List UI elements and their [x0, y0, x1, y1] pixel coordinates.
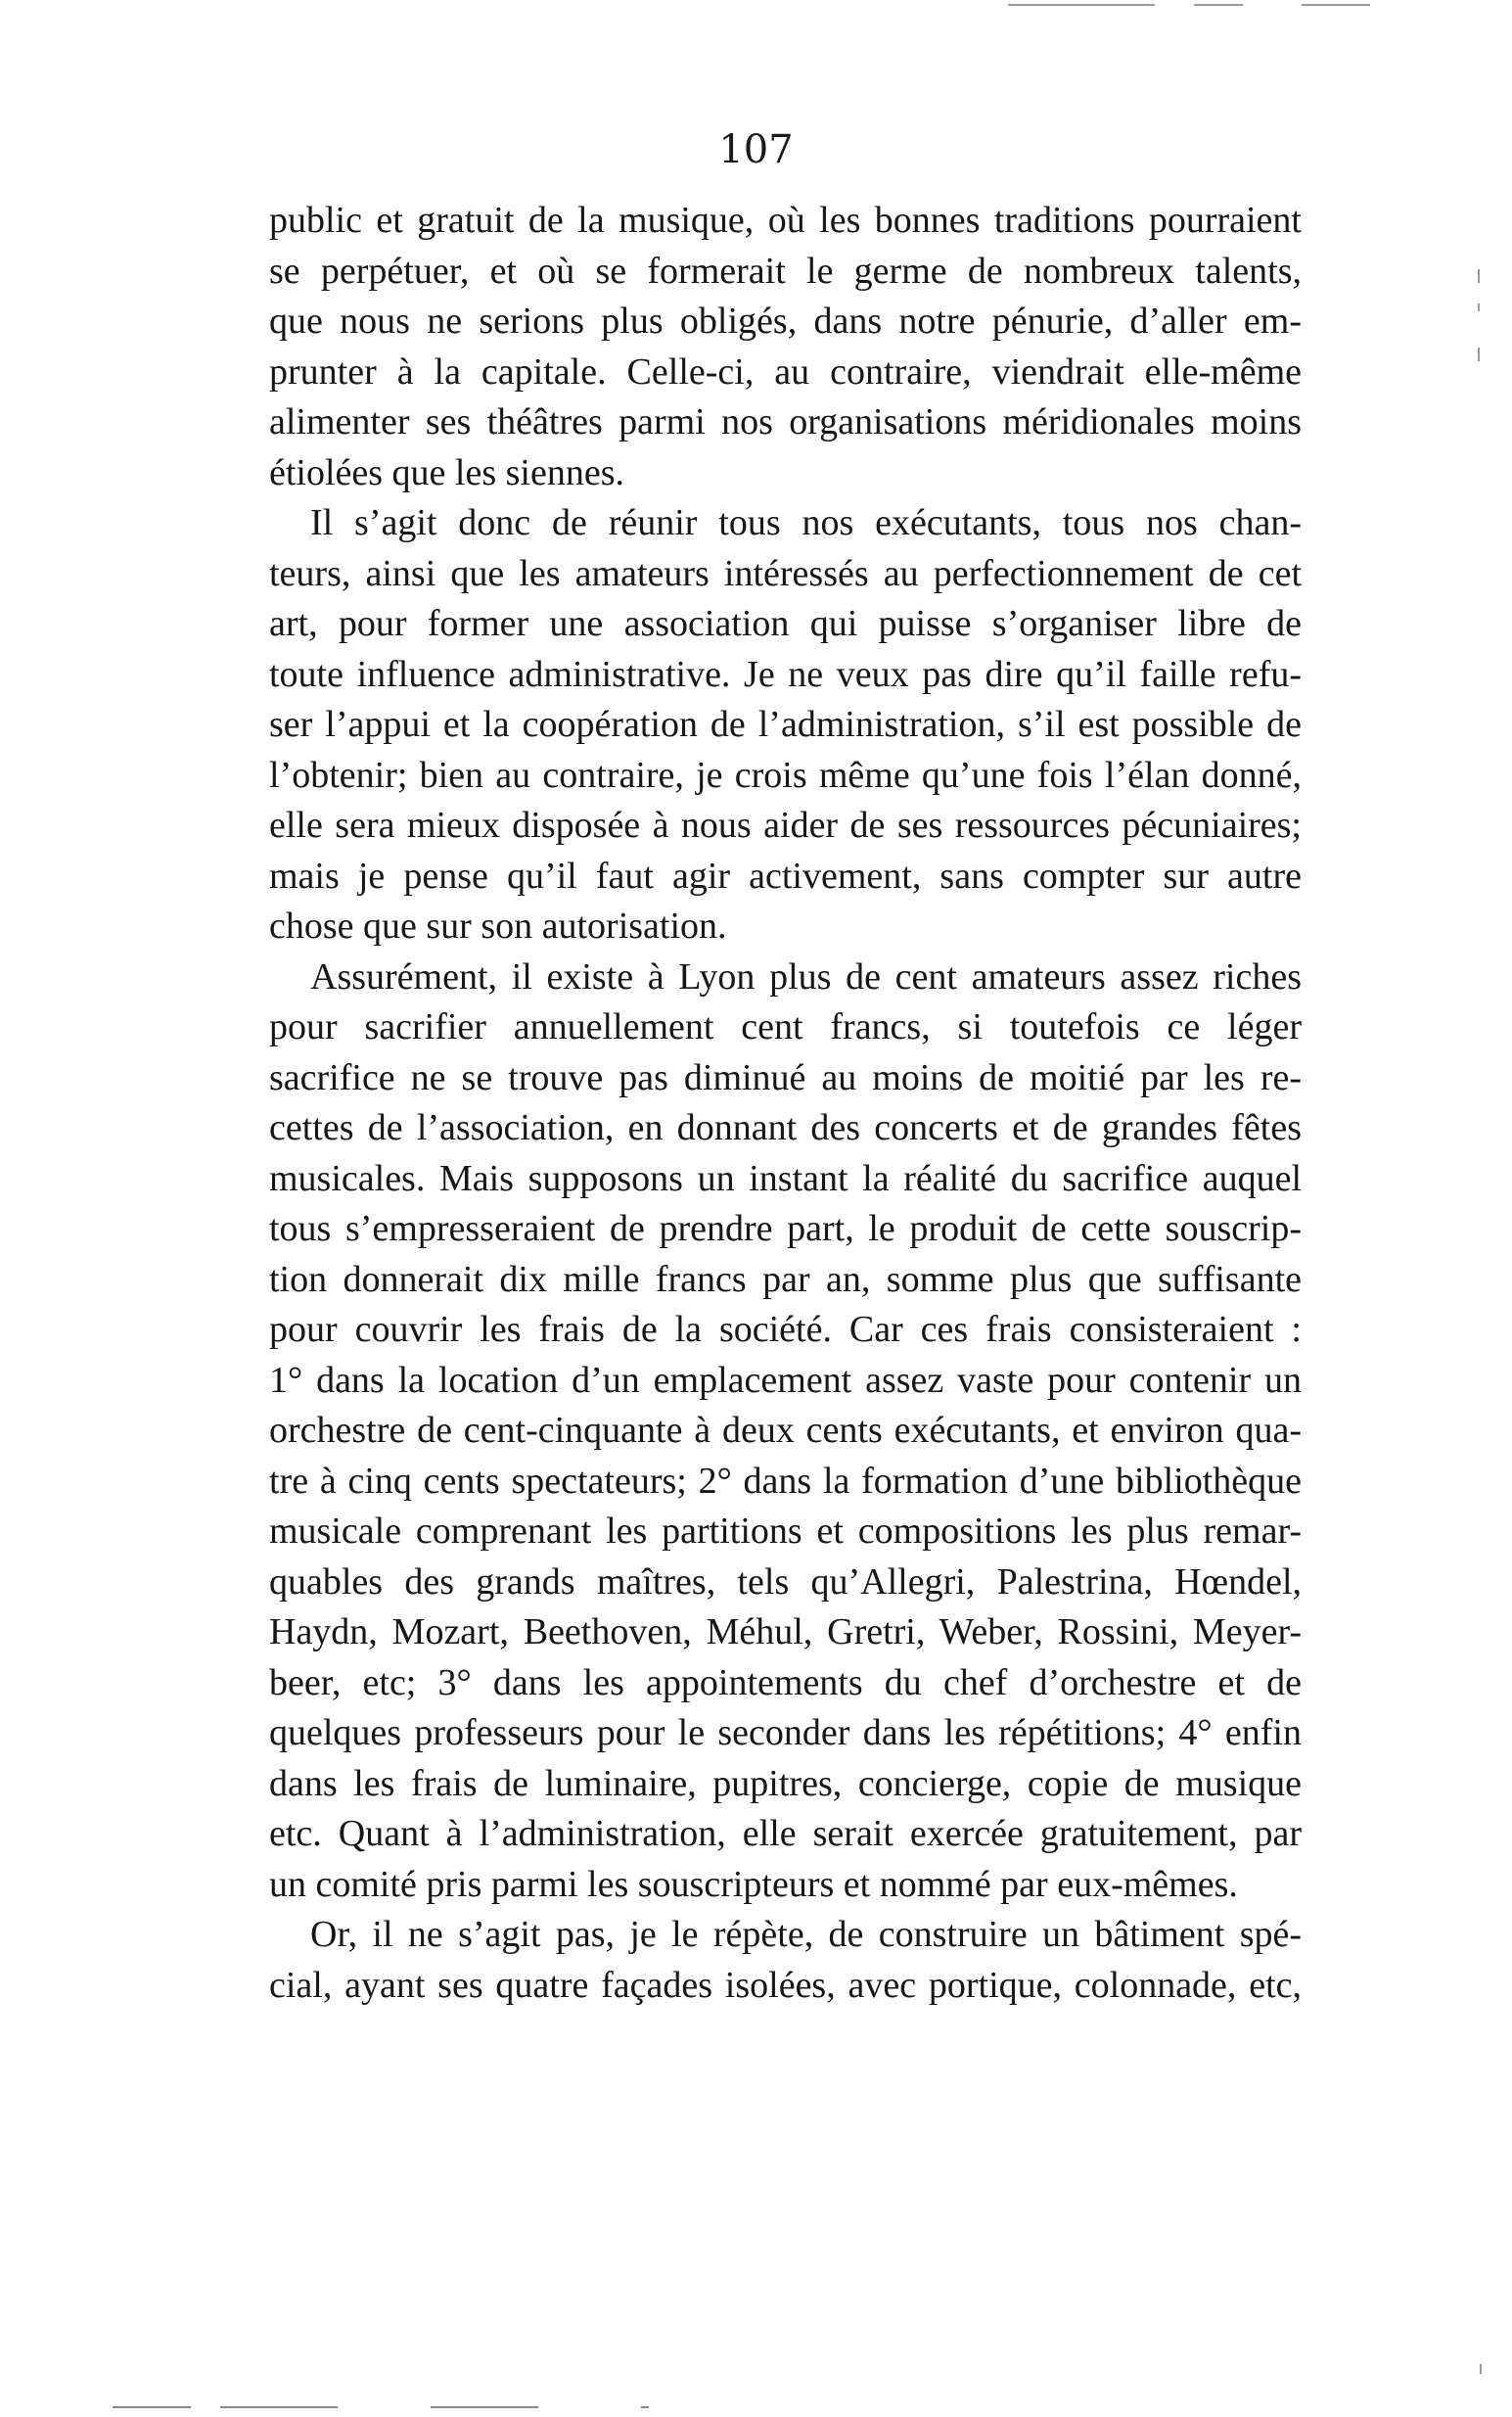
scan-edge-mark-4: [1480, 2364, 1482, 2374]
text-line: Assurément, il existe à Lyon plus de cent amateurs assez riches: [310, 955, 1302, 998]
text-line: pour couvrir les frais de la société. Car ces frais consisteraient :: [269, 1309, 1302, 1350]
body-text: [269, 196, 1302, 2011]
page-number: 107: [718, 127, 794, 172]
text-line: quables des grands maîtres, tels qu’Allegri, Palestrina, Hœndel,: [269, 1560, 1302, 1603]
text-line: alimenter ses théâtres parmi nos organisations méridionales moins: [269, 401, 1302, 442]
text-line: chose que sur son autorisation.: [269, 906, 727, 947]
text-line: étiolées que les siennes.: [269, 451, 625, 493]
scan-rule-bottom-4: [641, 2406, 649, 2408]
scan-rule-top-1: [1008, 4, 1155, 6]
text-line: Haydn, Mozart, Beethoven, Méhul, Gretri, Weber, Rossini, Meyer-: [269, 1611, 1302, 1652]
text-line: elle sera mieux disposée à nous aider de ses ressources pécuniaires;: [269, 805, 1302, 846]
scan-edge-mark-3: [1478, 348, 1480, 361]
text-line: se perpétuer, et où se formerait le germe de nombreux talents,: [269, 250, 1302, 292]
text-line: cettes de l’association, en donnant des concerts et de grandes fêtes: [269, 1107, 1302, 1148]
text-line: etc. Quant à l’administration, elle serait exercée gratuitement, par: [269, 1813, 1302, 1854]
text-line: orchestre de cent-cinquante à deux cents exécutants, et environ qua-: [269, 1410, 1302, 1451]
scan-rule-bottom-1: [113, 2406, 191, 2408]
text-line: prunter à la capitale. Celle-ci, au contraire, viendrait elle-même: [269, 350, 1302, 393]
text-line: toute influence administrative. Je ne veux pas dire qu’il faille refu-: [269, 653, 1302, 695]
text-line: l’obtenir; bien au contraire, je crois même qu’une fois l’élan donné,: [269, 754, 1302, 796]
paragraph: [269, 196, 1302, 498]
text-line: musicales. Mais supposons un instant la réalité du sacrifice auquel: [269, 1157, 1302, 1199]
text-line: beer, etc; 3° dans les appointements du chef d’orchestre et de: [269, 1661, 1302, 1703]
text-line: sacrifice ne se trouve pas diminué au moins de moitié par les re-: [269, 1056, 1302, 1098]
text-line: ser l’appui et la coopération de l’administration, s’il est possible de: [269, 704, 1302, 745]
text-line: art, pour former une association qui puisse s’organiser libre de: [269, 603, 1302, 644]
paragraph: [269, 1910, 1302, 2011]
text-line: un comité pris parmi les souscripteurs et nommé par eux-mêmes.: [269, 1863, 1238, 1905]
text-line: que nous ne serions plus obligés, dans notre pénurie, d’aller em-: [269, 301, 1302, 342]
text-line: musicale comprenant les partitions et compositions les plus remar-: [269, 1511, 1302, 1552]
scan-edge-mark-2: [1478, 303, 1480, 311]
text-line: quelques professeurs pour le seconder dans les répétitions; 4° enfin: [269, 1712, 1302, 1753]
text-line: Il s’agit donc de réunir tous nos exécutants, tous nos chan-: [310, 502, 1302, 543]
scan-rule-bottom-2: [220, 2406, 338, 2408]
scan-rule-bottom-3: [431, 2406, 538, 2408]
text-line: tre à cinq cents spectateurs; 2° dans la formation d’une bibliothèque: [269, 1460, 1302, 1502]
text-line: pour sacrifier annuellement cent francs, si toutefois ce léger: [269, 1006, 1302, 1047]
text-line: teurs, ainsi que les amateurs intéressés au perfectionnement de cet: [269, 552, 1302, 594]
text-line: tion donnerait dix mille francs par an, somme plus que suffisante: [269, 1258, 1302, 1300]
text-line: public et gratuit de la musique, où les bonnes traditions pourraient: [269, 200, 1302, 241]
text-line: dans les frais de luminaire, pupitres, concierge, copie de musique: [269, 1762, 1302, 1804]
text-line: cial, ayant ses quatre façades isolées, avec portique, colonnade, etc,: [269, 1964, 1302, 2006]
scan-edge-mark-1: [1478, 269, 1480, 283]
text-line: 1° dans la location d’un emplacement assez vaste pour contenir un: [269, 1359, 1302, 1401]
text-line: mais je pense qu’il faut agir activement, sans compter sur autre: [269, 855, 1302, 897]
paragraph: [269, 498, 1302, 953]
text-line: Or, il ne s’agit pas, je le répète, de construire un bâtiment spé-: [310, 1914, 1302, 1955]
text-line: tous s’empresseraient de prendre part, le produit de cette souscrip-: [269, 1208, 1302, 1249]
scan-rule-top-3: [1302, 4, 1370, 6]
paragraph: [269, 953, 1302, 1911]
scan-rule-top-2: [1194, 4, 1243, 6]
